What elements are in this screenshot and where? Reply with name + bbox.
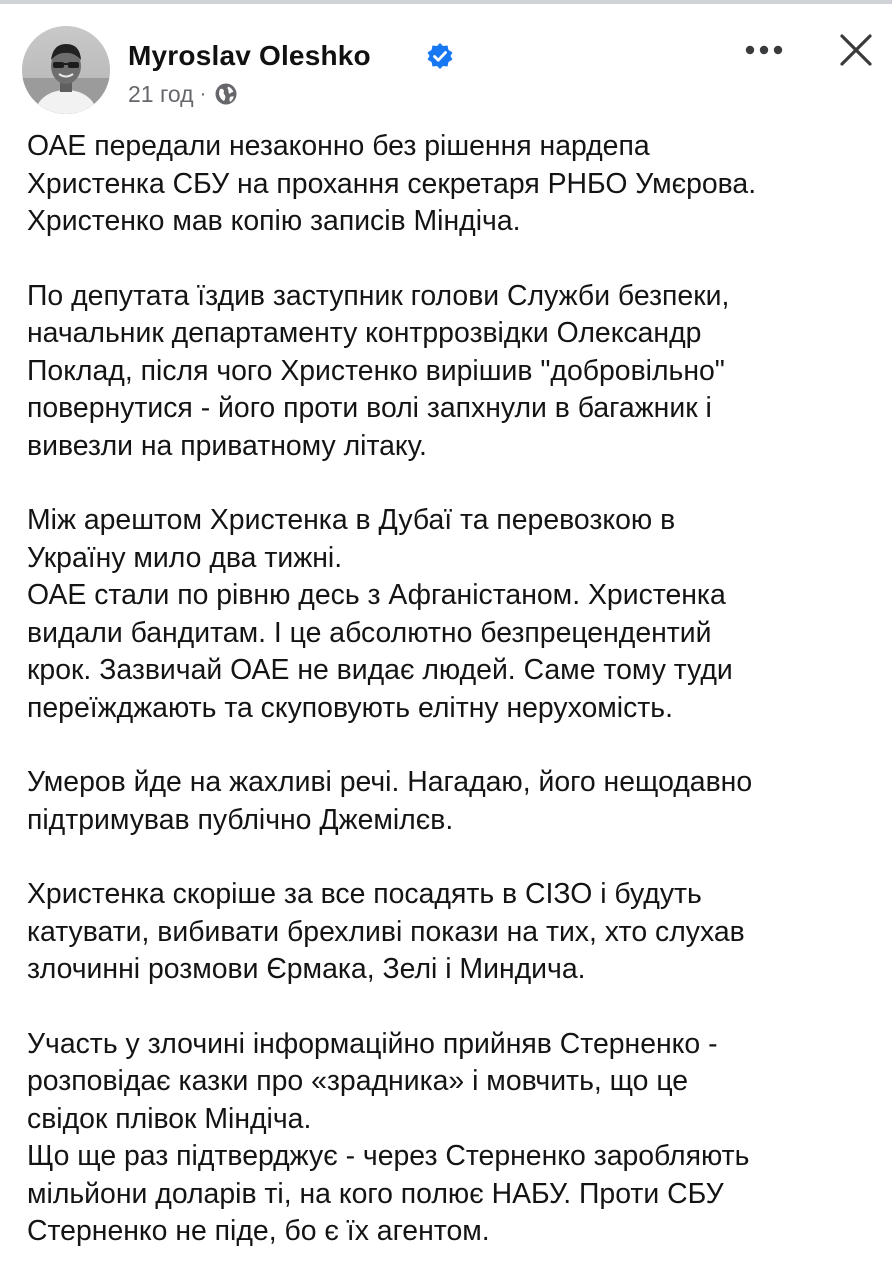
post-meta <box>128 80 238 108</box>
text-line: Поклад, після чого Христенко вирішив "добровільно" <box>27 354 725 387</box>
text-line: ОАЕ стали по рівню десь з Афганістаном. Христенка <box>27 579 726 611</box>
close-icon <box>839 33 873 67</box>
post-text <box>27 128 877 1288</box>
paragraph-4 <box>27 764 877 839</box>
text-line: злочинні розмови Єрмака, Зелі і Миндича. <box>27 953 586 985</box>
text-line: видали бандитам. І це абсолютно безпрецендентий <box>27 616 712 649</box>
more-options-button[interactable] <box>740 34 788 66</box>
globe-icon[interactable] <box>214 82 238 106</box>
paragraph-2 <box>27 278 877 466</box>
meta-separator: · <box>199 82 207 105</box>
paragraph-6 <box>27 1026 877 1251</box>
text-line: По депутата їздив заступник голови Служби безпеки, <box>27 279 730 312</box>
text-line: Стерненко не піде, бо є їх агентом. <box>27 1215 490 1247</box>
paragraph-3 <box>27 502 877 727</box>
text-line: Участь у злочині інформаційно прийняв Стерненко - <box>27 1027 718 1060</box>
text-line: Христенка скоріше за все посадять в СІЗО і будуть <box>27 878 702 910</box>
avatar[interactable] <box>22 26 110 114</box>
text-line: ОАЕ передали незаконно без рішення нардепа <box>27 130 650 162</box>
text-line: Україну мило два тижні. <box>27 541 343 574</box>
close-button[interactable] <box>834 28 878 72</box>
text-line: Умеров йде на жахливі речі. Нагадаю, його нещодавно <box>27 766 753 798</box>
window-top-border <box>0 0 892 4</box>
text-line: підтримував публічно Джемілєв. <box>27 803 454 836</box>
text-line: Між арештом Христенка в Дубаї та перевозкою в <box>27 504 676 536</box>
paragraph-5 <box>27 876 877 989</box>
text-line: переїжджають та скуповують елітну нерухомість. <box>27 691 673 724</box>
text-line: катувати, вибивати брехливі покази на тих, хто слухав <box>27 915 745 948</box>
text-line: Христенка СБУ на прохання секретаря РНБО Умєрова. <box>27 167 757 200</box>
text-line: крок. Зазвичай ОАЕ не видає людей. Саме тому туди <box>27 654 733 686</box>
post-header <box>22 26 872 116</box>
text-line: Що ще раз підтверджує - через Стерненко заробляють <box>27 1140 750 1172</box>
author-name[interactable]: Myroslav Oleshko <box>128 40 371 71</box>
paragraph-1 <box>27 128 877 241</box>
text-line: вивезли на приватному літаку. <box>27 429 427 462</box>
text-line: свідок плівок Міндіча. <box>27 1102 312 1135</box>
post-timestamp[interactable]: 21 год <box>128 80 194 107</box>
avatar-photo-icon <box>22 26 110 114</box>
text-line: повернутися - його проти волі запхнули в багажник і <box>27 392 712 424</box>
text-line: розповідає казки про «зрадника» і мовчить, що це <box>27 1065 689 1097</box>
text-line: мільйони доларів ті, на кого полює НАБУ. Проти СБУ <box>27 1177 724 1210</box>
text-line: начальник департаменту контррозвідки Олександр <box>27 317 702 349</box>
verified-badge-icon <box>426 42 454 70</box>
text-line: Христенко мав копію записів Міндіча. <box>27 205 521 237</box>
more-dots-icon <box>744 44 784 56</box>
